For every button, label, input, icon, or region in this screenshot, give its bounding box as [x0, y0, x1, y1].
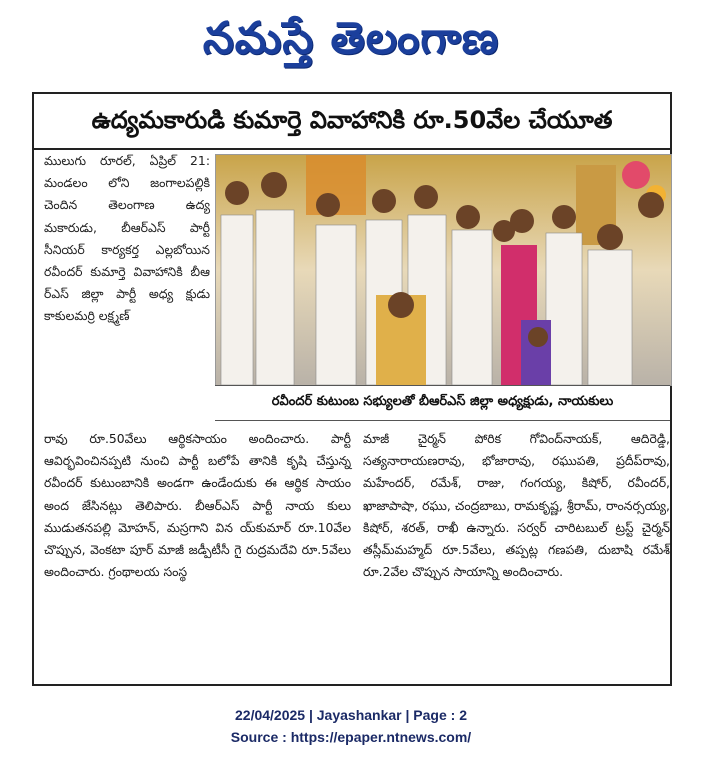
article-bottom-right-column: మాజీ చైర్మన్ పోరిక గోవింద్‌నాయక్, ఆదిరెడ్డి, సత్యనారాయణరావు, భోజారావు, రఘుపతి, ప్రదీప్‌రావు, మహేందర్, రమేశ్, రాజు, గంగయ్య, కిషోర్, రవీందర్, ఖాజాపాషా, రఘు, చంద్రబాబు, రామకృష్ణ, శ్రీరామ్, రాంనర్సయ్య, కిషోర్, శరత్, రాఖీ ఉన్నారు. సర్వర్ చారిటబుల్ ట్రస్ట్ చైర్మన్ తస్లీమ్‌మహ్మద్ రూ.5వేలు, తప్పట్ల గణపతి, దుబాషి రమేశ్ రూ.2వేల చొప్పున సాయాన్ని అందించారు. — [363, 431, 670, 580]
wedding-group-photo — [216, 155, 671, 385]
article-left-column: ములుగు రూరల్, ఏప్రిల్ 21: మండలం లోని జంగాలపల్లికి చెందిన తెలంగాణ ఉద్య మకారుడు, బీఆర్ఎస్ పార్టీ సీనియర్ కార్యకర్త ఎల్లబోయిన రవీందర్ కుమార్తె వివాహానికి బీఆ ర్ఎస్ జిల్లా పార్టీ అధ్య క్షుడు కాకులమర్రి లక్ష్మణ్ — [44, 153, 210, 324]
article-photo — [215, 154, 672, 386]
footer-date-page: 22/04/2025 | Jayashankar | Page : 2 — [235, 707, 467, 723]
article-bottom-columns — [44, 428, 670, 583]
masthead-title: నమస్తే తెలంగాణ — [202, 13, 500, 64]
newspaper-masthead — [0, 0, 702, 88]
footer-source-link[interactable]: Source : https://epaper.ntnews.com/ — [230, 729, 472, 745]
article-headline: ఉద్యమకారుడి కుమార్తె వివాహానికి రూ.50వేల చేయూత — [91, 106, 613, 134]
photo-caption: రవీందర్ కుటుంబ సభ్యులతో బీఆర్ఎస్ జిల్లా అధ్యక్షుడు, నాయకులు — [215, 385, 670, 421]
article-bottom-left-column: రావు రూ.50వేలు ఆర్థికసాయం అందించారు. పార్టీ ఆవిర్భవించినప్పటి నుంచి పార్టీ బలోపే తానికి కృషి చేస్తున్న రవీందర్ కుటుంబానికి అండగా ఉండేందుకు ఈ ఆర్థిక సాయం అంద జేసినట్లు తెలిపారు. బీఆర్ఎస్ పార్టీ నాయ కులు ముడుతనపల్లి మోహన్, మస్రగాని విన య్‌కుమార్ రూ.10వేల చొప్పున, వెంకటా పూర్ మాజీ జడ్పీటీసీ గై రుద్రమదేవి రూ.5వేలు అందించారు. గ్రంథాలయ సంస్థ — [44, 431, 351, 580]
